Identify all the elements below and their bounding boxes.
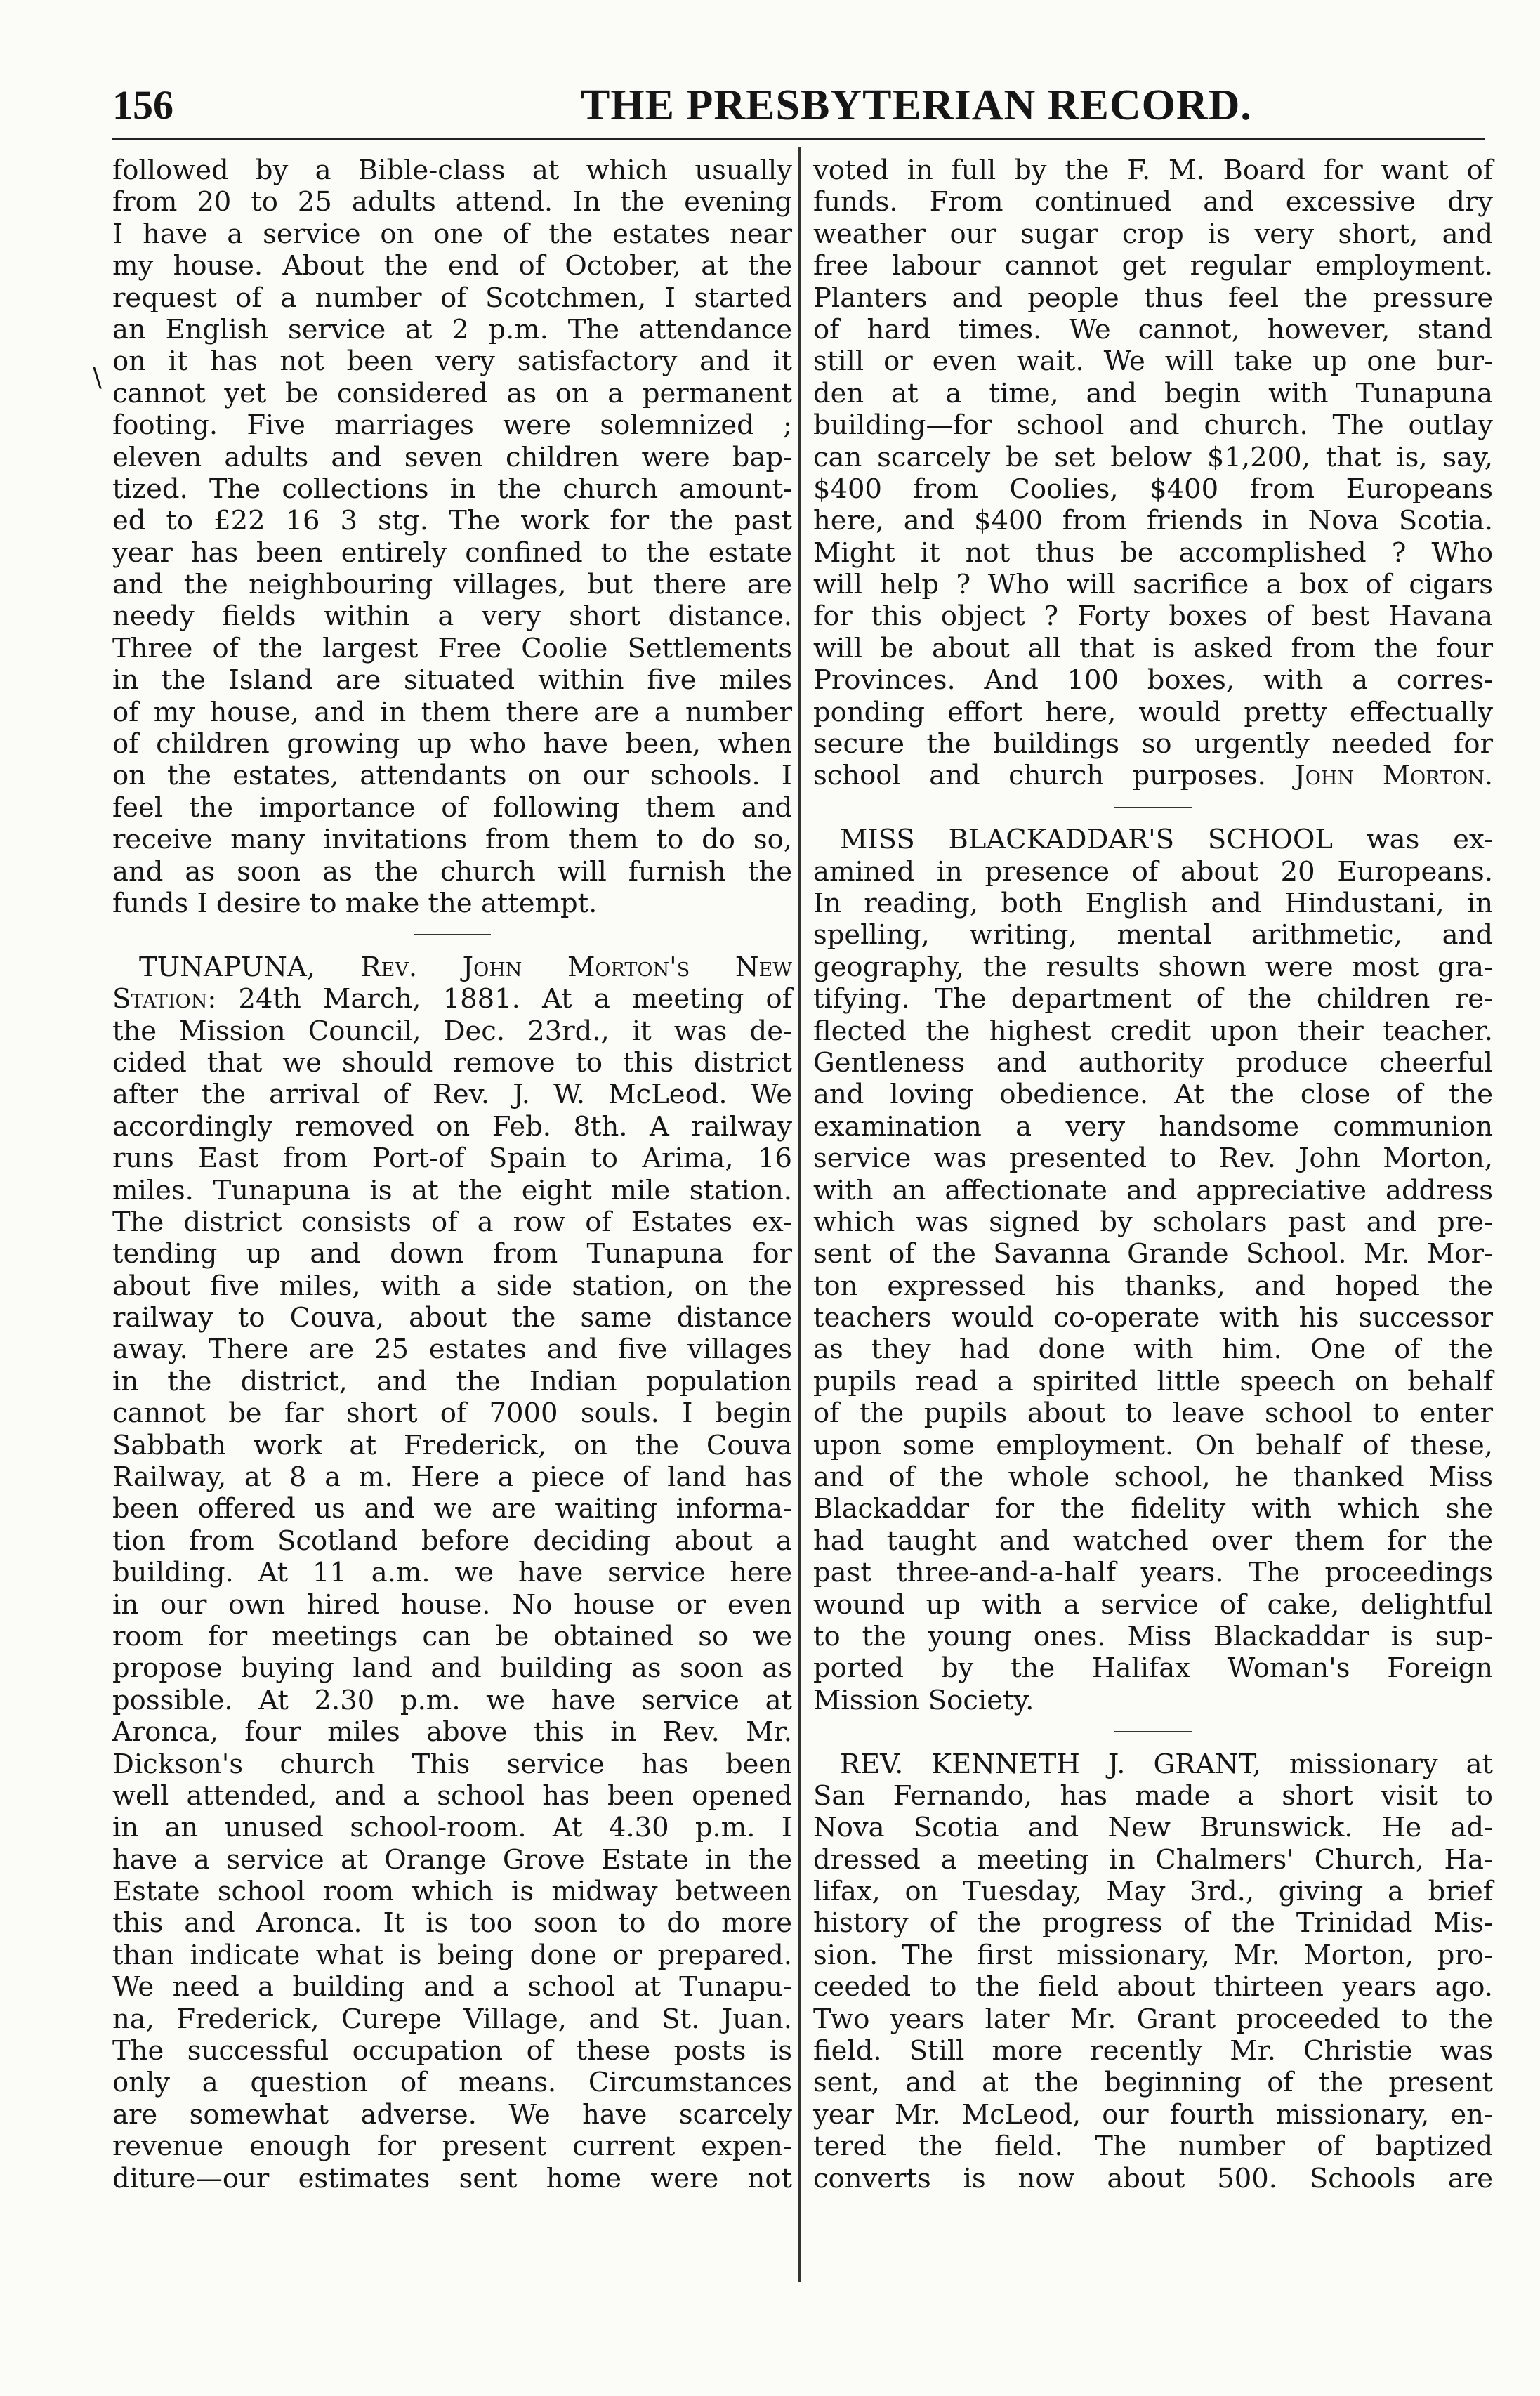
- section-separator: [112, 919, 792, 951]
- text-line: have a service at Orange Grove Estate in the: [112, 1843, 792, 1876]
- text-line: $400 from Coolies, $400 from Europeans: [813, 473, 1493, 505]
- right-column: [813, 154, 1493, 2194]
- text-line: still or even wait. We will take up one bur-: [813, 345, 1493, 378]
- text-line: ton expressed his thanks, and hoped the: [813, 1270, 1493, 1302]
- text-line: tending up and down from Tunapuna for: [112, 1238, 792, 1270]
- paragraph-bible-class: [112, 154, 792, 919]
- text-line: tered the field. The number of baptized: [813, 2131, 1493, 2163]
- text-line: can scarcely be set below $1,200, that is, say,: [813, 441, 1493, 473]
- text-line: of children growing up who have been, when: [112, 728, 792, 761]
- paragraph-blackaddar-school: [813, 824, 1493, 1716]
- text-line: the Mission Council, Dec. 23rd., it was de-: [112, 1015, 792, 1047]
- text-line: Provinces. And 100 boxes, with a corres-: [813, 664, 1493, 697]
- text-line: and loving obedience. At the close of the: [813, 1079, 1493, 1111]
- text-line: tifying. The department of the children re-: [813, 983, 1493, 1015]
- text-line: sent of the Savanna Grande School. Mr. Mor-: [813, 1238, 1493, 1270]
- text-line: past three-and-a-half years. The proceedings: [813, 1557, 1493, 1589]
- text-line: history of the progress of the Trinidad Mis-: [813, 1907, 1493, 1940]
- text-line: only a question of means. Circumstances: [112, 2067, 792, 2099]
- text-line: weather our sugar crop is very short, and: [813, 218, 1493, 250]
- text-line: spelling, writing, mental arithmetic, and: [813, 919, 1493, 952]
- page-header: [112, 77, 1485, 133]
- text-line: miles. Tunapuna is at the eight mile station.: [112, 1174, 792, 1206]
- text-line: Three of the largest Free Coolie Settlements: [112, 632, 792, 664]
- text-line: receive many invitations from them to do so,: [112, 824, 792, 856]
- text-line: MISS BLACKADDAR'S SCHOOL was ex-: [840, 824, 1493, 856]
- signature-morton: John Morton.: [1294, 760, 1493, 792]
- text-line: cided that we should remove to this district: [112, 1046, 792, 1079]
- text-line: converts is now about 500. Schools are: [813, 2162, 1493, 2194]
- text-line: sent, and at the beginning of the present: [813, 2067, 1493, 2099]
- text-line: in an unused school-room. At 4.30 p.m. I: [112, 1812, 792, 1844]
- text-line: tion from Scotland before deciding about a: [112, 1525, 792, 1557]
- text-line: away. There are 25 estates and five villages: [112, 1334, 792, 1366]
- tunapuna-date-line: [112, 983, 792, 1015]
- text-line: footing. Five marriages were solemnized ;: [112, 409, 792, 442]
- text-line: to the young ones. Miss Blackaddar is sup-: [813, 1620, 1493, 1652]
- text-line: service was presented to Rev. John Morton,: [813, 1143, 1493, 1175]
- text-line: funds. From continued and excessive dry: [813, 186, 1493, 218]
- text-line: pupils read a spirited little speech on behalf: [813, 1365, 1493, 1397]
- text-line: here, and $400 from friends in Nova Scotia.: [813, 505, 1493, 537]
- text-line: Nova Scotia and New Brunswick. He ad-: [813, 1812, 1493, 1844]
- tunapuna-heading-line: [112, 952, 792, 983]
- text-line: well attended, and a school has been opened: [112, 1779, 792, 1812]
- text-line: voted in full by the F. M. Board for want of: [813, 154, 1493, 186]
- text-line: cannot yet be considered as on a permanent: [112, 377, 792, 409]
- text-line: are somewhat adverse. We have scarcely: [112, 2098, 792, 2131]
- text-line: after the arrival of Rev. J. W. McLeod. We: [112, 1079, 792, 1111]
- text-line: year has been entirely confined to the estate: [112, 537, 792, 569]
- text-line: revenue enough for present current expen-: [112, 2131, 792, 2163]
- paragraph-tunapuna: [112, 1015, 792, 2194]
- text-line: Railway, at 8 a m. Here a piece of land has: [112, 1461, 792, 1494]
- text-line: Two years later Mr. Grant proceeded to the: [813, 2003, 1493, 2035]
- text-line: with an affectionate and appreciative address: [813, 1174, 1493, 1206]
- page-number: 156: [112, 82, 173, 128]
- text-line: followed by a Bible-class at which usually: [112, 154, 792, 186]
- text-line: of hard times. We cannot, however, stand: [813, 313, 1493, 345]
- journal-title: THE PRESBYTERIAN RECORD.: [581, 81, 1252, 129]
- text-line: free labour cannot get regular employment.: [813, 250, 1493, 282]
- text-line: an English service at 2 p.m. The attendance: [112, 313, 792, 345]
- text-line: of my house, and in them there are a number: [112, 696, 792, 728]
- text-line: than indicate what is being done or prepared.: [112, 1939, 792, 1971]
- text-line: this and Aronca. It is too soon to do more: [112, 1907, 792, 1940]
- text-line: and of the whole school, he thanked Miss: [813, 1461, 1493, 1494]
- text-line: in our own hired house. No house or even: [112, 1588, 792, 1621]
- text-line: wound up with a service of cake, delightful: [813, 1588, 1493, 1621]
- text-line: of the pupils about to leave school to enter: [813, 1397, 1493, 1430]
- text-line: Blackaddar for the fidelity with which she: [813, 1493, 1493, 1525]
- text-line: accordingly removed on Feb. 8th. A railway: [112, 1110, 792, 1143]
- text-line: Mission Society.: [813, 1684, 1034, 1716]
- text-line: flected the highest credit upon their teacher.: [813, 1015, 1493, 1047]
- text-line: The district consists of a row of Estates ex-: [112, 1206, 792, 1238]
- text-line: upon some employment. On behalf of these,: [813, 1429, 1493, 1461]
- text-line: and as soon as the church will furnish the: [112, 855, 792, 888]
- section-heading-tunapuna: TUNAPUNA,: [139, 951, 316, 983]
- text-line: Aronca, four miles above this in Rev. Mr.: [112, 1716, 792, 1749]
- text-line: as they had done with him. One of the: [813, 1334, 1493, 1366]
- text-line: on it has not been very satisfactory and it: [112, 345, 792, 378]
- margin-mark: \: [93, 362, 102, 393]
- text-line: tized. The collections in the church amount-: [112, 473, 792, 505]
- text-line: San Fernando, has made a short visit to: [813, 1779, 1493, 1812]
- text-line: on the estates, attendants on our schools. I: [112, 760, 792, 792]
- left-column: [112, 154, 792, 2194]
- text-line: possible. At 2.30 p.m. we have service at: [112, 1684, 792, 1716]
- closing-text: school and church purposes.: [813, 760, 1266, 792]
- text-line: geography, the results shown were most gra-: [813, 951, 1493, 983]
- text-line: eleven adults and seven children were bap-: [112, 441, 792, 473]
- paragraph-kenneth-grant: [813, 1749, 1493, 2194]
- text-line: and the neighbouring villages, but there are: [112, 569, 792, 601]
- text-line: amined in presence of about 20 Europeans.: [813, 855, 1493, 888]
- text-line: request of a number of Scotchmen, I started: [112, 282, 792, 314]
- text-line: railway to Couva, about the same distance: [112, 1302, 792, 1334]
- text-line: Sabbath work at Frederick, on the Couva: [112, 1429, 792, 1461]
- header-rule: [112, 138, 1485, 140]
- text-line: ceeded to the field about thirteen years ago.: [813, 1971, 1493, 2003]
- text-line: The successful occupation of these posts is: [112, 2035, 792, 2067]
- text-line: Estate school room which is midway between: [112, 1876, 792, 1908]
- text-line: from 20 to 25 adults attend. In the evening: [112, 186, 792, 218]
- text-line: ed to £22 16 3 stg. The work for the past: [112, 505, 792, 537]
- tunapuna-date: : 24th March, 1881. At a meeting of: [207, 983, 792, 1015]
- text-line: field. Still more recently Mr. Christie was: [813, 2035, 1493, 2067]
- text-line: had taught and watched over them for the: [813, 1525, 1493, 1557]
- section-separator: [813, 1716, 1493, 1748]
- text-line: propose buying land and building as soon as: [112, 1652, 792, 1685]
- signature-line: [813, 760, 1493, 791]
- text-line: cannot be far short of 7000 souls. I begin: [112, 1397, 792, 1430]
- text-line: REV. KENNETH J. GRANT, missionary at: [840, 1748, 1493, 1780]
- text-line: room for meetings can be obtained so we: [112, 1620, 792, 1652]
- text-line: examination a very handsome communion: [813, 1110, 1493, 1143]
- text-line: year Mr. McLeod, our fourth missionary, en-: [813, 2098, 1493, 2131]
- column-divider: [798, 147, 801, 2282]
- paragraph-funds: [813, 154, 1493, 760]
- text-line: feel the importance of following them and: [112, 791, 792, 824]
- text-line: in the district, and the Indian population: [112, 1365, 792, 1397]
- text-line: dressed a meeting in Chalmers' Church, Ha-: [813, 1843, 1493, 1876]
- text-line: funds I desire to make the attempt.: [112, 887, 598, 919]
- text-line: my house. About the end of October, at the: [112, 250, 792, 282]
- text-line: sion. The first missionary, Mr. Morton, pro-: [813, 1939, 1493, 1971]
- text-line: building—for school and church. The outlay: [813, 409, 1493, 442]
- text-line: in the Island are situated within five miles: [112, 664, 792, 697]
- text-line: Gentleness and authority produce cheerful: [813, 1046, 1493, 1079]
- section-separator: [813, 792, 1493, 824]
- text-line: will help ? Who will sacrifice a box of cigars: [813, 569, 1493, 601]
- text-line: Might it not thus be accomplished ? Who: [813, 537, 1493, 569]
- text-line: ponding effort here, would pretty effectually: [813, 696, 1493, 728]
- text-line: for this object ? Forty boxes of best Havana: [813, 600, 1493, 633]
- text-line: been offered us and we are waiting informa-: [112, 1493, 792, 1525]
- text-line: needy fields within a very short distance.: [112, 600, 792, 633]
- text-line: In reading, both English and Hindustani, in: [813, 887, 1493, 919]
- byline-morton: Rev. John Morton's New: [360, 951, 792, 983]
- text-line: about five miles, with a side station, on the: [112, 1270, 792, 1302]
- text-line: den at a time, and begin with Tunapuna: [813, 377, 1493, 409]
- text-line: teachers would co-operate with his successor: [813, 1302, 1493, 1334]
- text-line: runs East from Port-of Spain to Arima, 16: [112, 1143, 792, 1175]
- text-line: will be about all that is asked from the four: [813, 632, 1493, 664]
- station-word: Station: [112, 983, 208, 1015]
- text-line: diture—our estimates sent home were not: [112, 2162, 792, 2194]
- text-line: building. At 11 a.m. we have service here: [112, 1557, 792, 1589]
- text-line: na, Frederick, Curepe Village, and St. Juan.: [112, 2003, 792, 2035]
- text-line: lifax, on Tuesday, May 3rd., giving a brief: [813, 1876, 1493, 1908]
- text-line: Dickson's church This service has been: [112, 1748, 792, 1780]
- text-line: ported by the Halifax Woman's Foreign: [813, 1652, 1493, 1685]
- text-line: Planters and people thus feel the pressure: [813, 282, 1493, 314]
- text-line: secure the buildings so urgently needed for: [813, 728, 1493, 761]
- text-line: which was signed by scholars past and pre-: [813, 1206, 1493, 1238]
- text-line: We need a building and a school at Tunapu-: [112, 1971, 792, 2003]
- text-line: I have a service on one of the estates near: [112, 218, 792, 250]
